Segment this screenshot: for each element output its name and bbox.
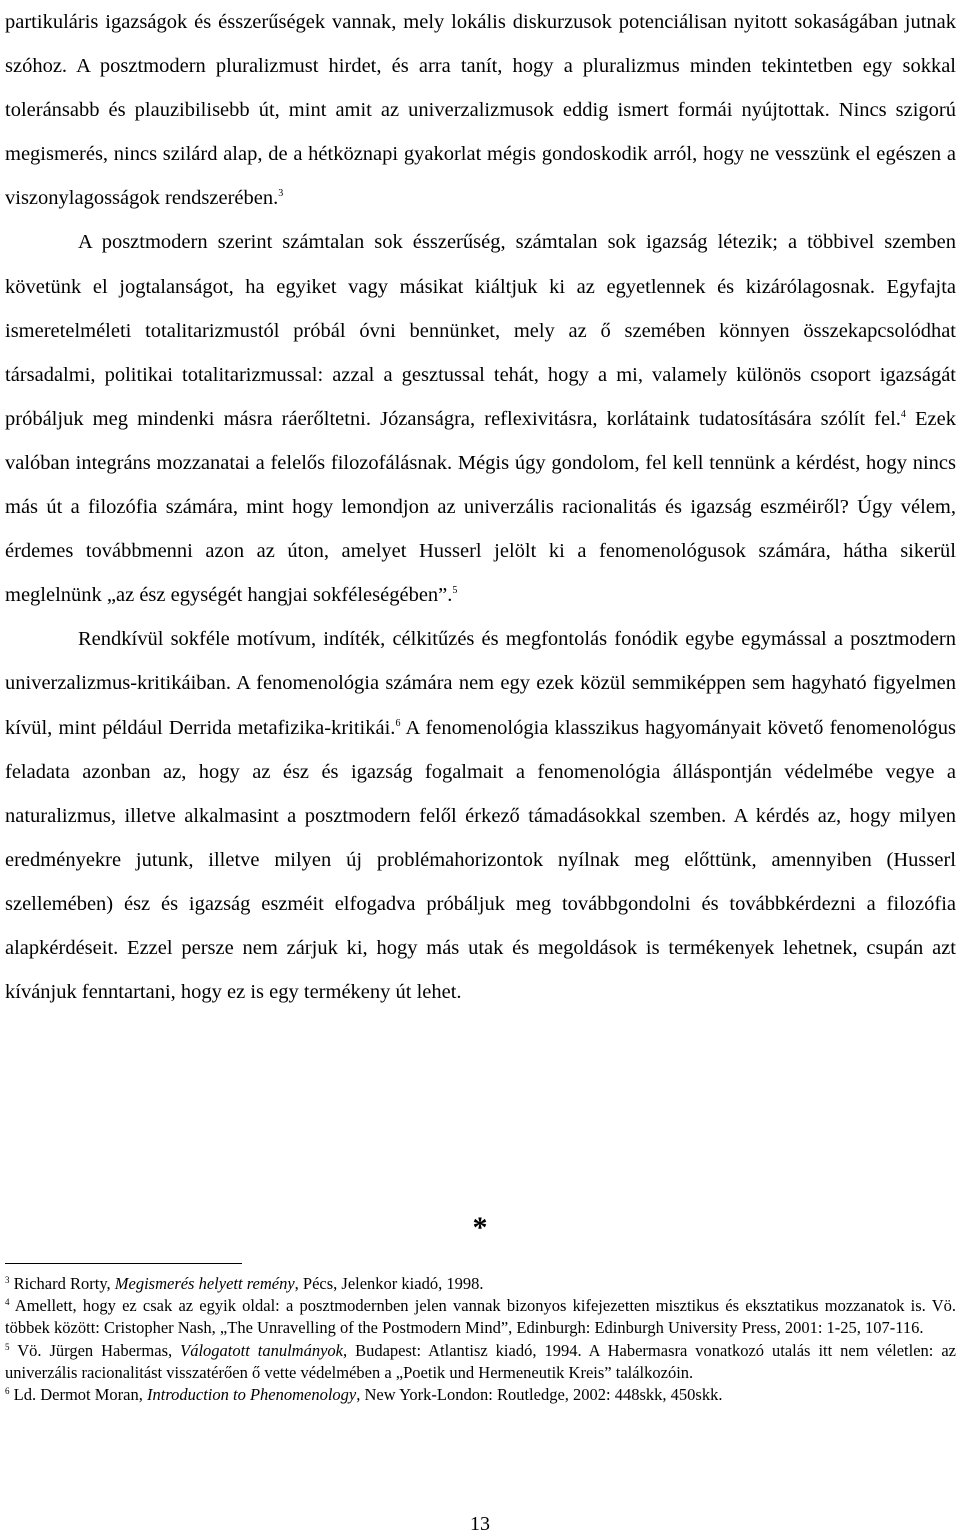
section-separator: * — [472, 1211, 488, 1244]
footnote: $^4$ Amellett, hogy ez csak az egyik oldal: a posztmodernben jelen vannak bizonyos kifejezetten misztikus és eksztatikus mozzanatok is. Vö. többek között: Cristopher Nash, „The Unravelling of the Postmodern Mind”, Edinburgh: Edinburgh University Press, 2001: 1-25, 107-116. — [5, 1296, 956, 1338]
footnote-divider — [5, 1263, 242, 1264]
footnote: $^5$ Vö. Jürgen Habermas, Válogatott tanulmányok, Budapest: Atlantisz kiadó, 1994. A Habermasra vonatkozó utalás itt nem véletlen: az univerzális racionalitást visszatérően ő vette védelmében a „Poetik und Hermeneutik Kreis” találkozóin. — [5, 1340, 956, 1382]
footnote-ref[interactable]: 6 — [395, 717, 401, 729]
footnote-ref[interactable]: 5 — [452, 585, 458, 597]
body-text — [5, 0, 956, 1014]
footnote: $^6$ Ld. Dermot Moran, Introduction to Phenomenology, New York-London: Routledge, 2002: 448skk, 450skk. — [5, 1385, 723, 1405]
paragraph: Rendkívül sokféle motívum, indíték, célkitűzés és megfontolás fonódik egybe egymással a posztmodern univerzalizmus-kritikáiban. A fenomenológia számára nem egy ezek közül semmiképpen sem hagyható figyelmen kívül, mint például Derrida metafizika-kritikái.$^6$ A fenomenológia klasszikus hagyományait követő fenomenológus feladata azonban az, hogy az ész és igazság fogalmait a fenomenológia álláspontján védelmébe vegye a naturalizmus, illetve alkalmasint a posztmodern felől érkező támadásokkal szemben. A kérdés az, hogy milyen eredményekre jutunk, illetve milyen új problémahorizontok nyílnak meg előttünk, amennyiben (Husserl szellemében) ész és igazság eszméit elfogadva próbáljuk meg továbbgondolni és továbbkérdezni a filozófia alapkérdéseit. Ezzel persze nem zárjuk ki, hogy más utak és megoldások is termékenyek lehetnek, csupán azt kívánjuk fenntartani, hogy ez is egy termékeny út lehet. — [5, 628, 956, 1004]
footnotes — [5, 1273, 956, 1406]
paragraph: A posztmodern szerint számtalan sok ésszerűség, számtalan sok igazság létezik; a többivel szemben követünk el jogtalanságot, ha egyiket vagy másikat kiáltjuk ki az egyetlennek és kizárólagosnak. Egyfajta ismeretelméleti totalitarizmustól próbál óvni bennünket, mely az ő szemében könnyen összekapcsolódhat társadalmi, politikai totalitarizmussal: azzal a gesztussal tehát, hogy a mi, valamely különös csoport igazságát próbáljuk meg mindenki másra ráerőltetni. Józanságra, reflexivitásra, korlátaink tudatosítására szólít fel.$^4$ Ezek valóban integráns mozzanatai a felelős filozofálásnak. Mégis úgy gondolom, fel kell tennünk a kérdést, hogy nincs más út a filozófia számára, mint hogy lemondjon az univerzális racionalitás és igazság eszméiről? Úgy vélem, érdemes továbbmenni azon az úton, amelyet Husserl jelölt ki a fenomenológusok számára, hátha sikerül meglelnünk „az ész egységét hangjai sokféleségében”.$^5$ — [5, 231, 956, 607]
footnote-ref[interactable]: 4 — [900, 408, 906, 420]
footnote: $^3$ Richard Rorty, Megismerés helyett remény, Pécs, Jelenkor kiadó, 1998. — [5, 1274, 484, 1293]
footnote-ref[interactable]: 3 — [278, 188, 284, 200]
paragraph: partikuláris igazságok és ésszerűségek vannak, mely lokális diskurzusok potenciálisan nyitott sokaságában jutnak szóhoz. A posztmodern pluralizmust hirdet, és arra tanít, hogy a pluralizmus minden tekintetben egy sokkal toleránsabb és plauzibilisebb út, mint amit az univerzalizmusok eddig ismert formái nyújtottak. Nincs szigorú megismerés, nincs szilárd alap, de a hétköznapi gyakorlat mégis gondoskodik arról, hogy ne vesszünk el egészen a viszonylagosságok rendszerében.$^3$ — [5, 11, 956, 210]
page-number: 13 — [470, 1513, 490, 1535]
